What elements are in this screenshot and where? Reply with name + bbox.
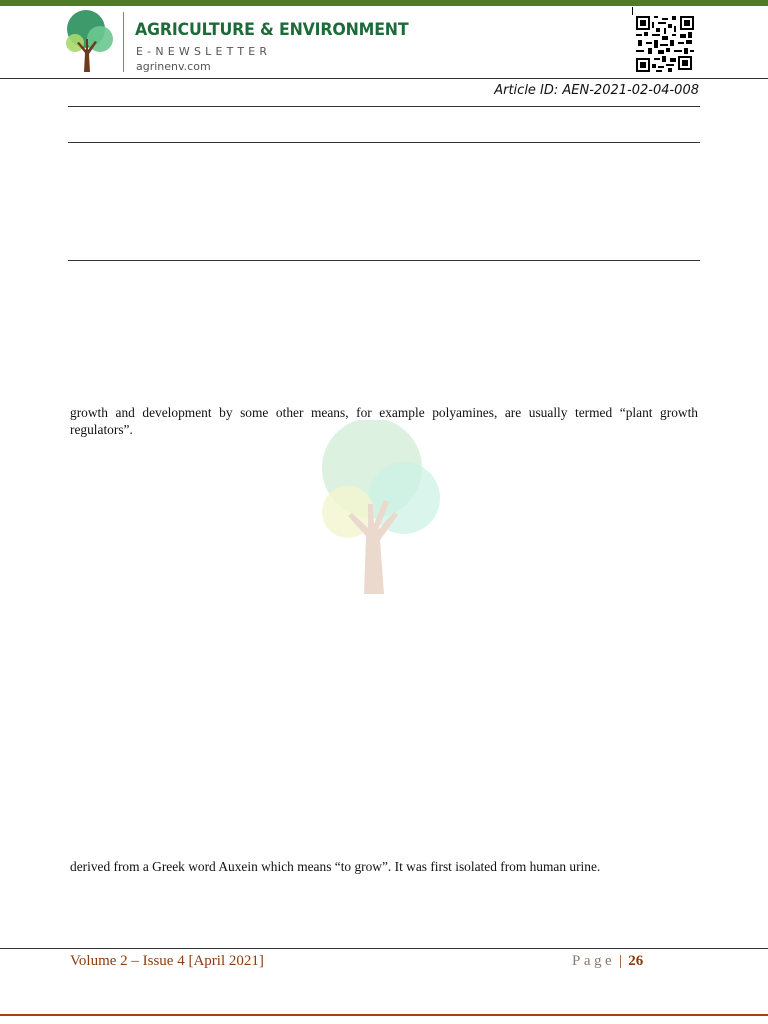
rule-line: [68, 106, 700, 107]
page-separator: |: [619, 953, 623, 969]
tree-watermark-icon: [318, 420, 442, 596]
article-id: Article ID: AEN-2021-02-04-008: [494, 83, 699, 98]
body-paragraph: derived from a Greek word Auxein which means “to grow”. It was first isolated from human urine.: [70, 859, 601, 874]
rule-line: [68, 142, 700, 143]
qr-code-icon[interactable]: [636, 16, 694, 72]
brand-divider: [123, 12, 124, 72]
qr-marker: [632, 7, 633, 15]
footer-divider: [0, 948, 768, 949]
brand-title: AGRICULTURE & ENVIRONMENT: [135, 20, 409, 40]
footer-page: [572, 953, 643, 970]
page-label: Page: [572, 953, 616, 969]
tree-logo-icon: [64, 9, 116, 73]
footer-volume: Volume 2 – Issue 4 [April 2021]: [70, 953, 264, 969]
header-divider: [0, 78, 768, 79]
rule-line: [68, 260, 700, 261]
body-paragraph: growth and development by some other means, for example polyamines, are usually termed “plant growth regulators”.: [70, 405, 698, 437]
brand-url[interactable]: agrinenv.com: [136, 60, 211, 73]
page-number: 26: [628, 953, 644, 969]
bottom-accent-bar: [0, 1014, 768, 1016]
top-accent-bar: [0, 0, 768, 6]
brand-subtitle: E-NEWSLETTER: [136, 45, 272, 58]
